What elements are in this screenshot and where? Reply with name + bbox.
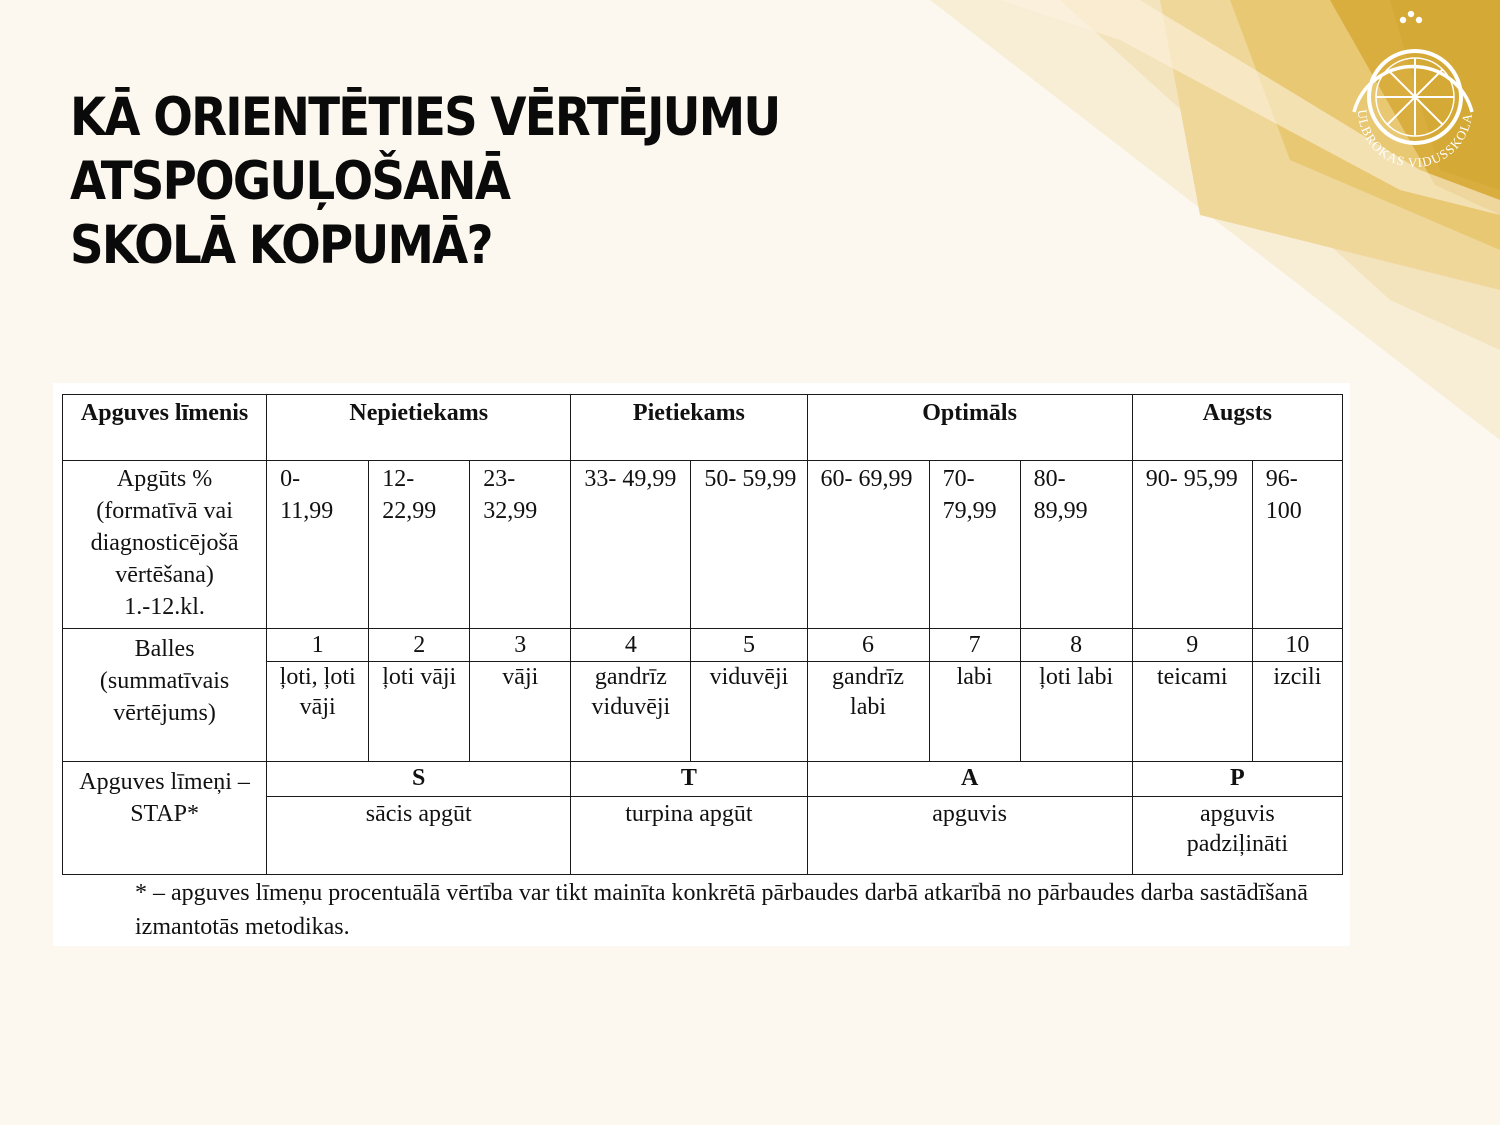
stap-description: apguvis <box>807 797 1132 875</box>
header-row <box>63 395 1343 461</box>
stap-description: apguvis padziļināti <box>1132 797 1342 875</box>
grade-number: 1 <box>267 629 369 662</box>
percent-cell: 60- 69,99 <box>807 461 929 629</box>
balles-row-label: Balles (summatīvais vērtējums) <box>63 629 267 762</box>
grade-description: vāji <box>470 662 571 762</box>
grade-description: labi <box>929 662 1020 762</box>
balles-number-row <box>63 629 1343 662</box>
slide-title <box>70 86 1152 278</box>
title-line-1: KĀ ORIENTĒTIES VĒRTĒJUMU ATSPOGUĻOŠANĀ <box>70 87 780 212</box>
school-logo <box>1346 10 1482 180</box>
stap-letter-row <box>63 762 1343 797</box>
grade-description: gandrīz viduvēji <box>571 662 691 762</box>
grade-description: ļoti vāji <box>369 662 470 762</box>
percent-cell: 12- 22,99 <box>369 461 470 629</box>
stap-description: turpina apgūt <box>571 797 807 875</box>
grade-description: viduvēji <box>691 662 807 762</box>
grade-number: 9 <box>1132 629 1252 662</box>
grade-number: 4 <box>571 629 691 662</box>
grade-number: 3 <box>470 629 571 662</box>
grade-number: 6 <box>807 629 929 662</box>
level-optimals: Optimāls <box>807 395 1132 461</box>
stap-letter-t: T <box>571 762 807 797</box>
percent-cell: 50- 59,99 <box>691 461 807 629</box>
stap-row-label: Apguves līmeņi – STAP* <box>63 762 267 875</box>
level-nepietiekams: Nepietiekams <box>267 395 571 461</box>
table-footnote: * – apguves līmeņu procentuālā vērtība var tikt mainīta konkrētā pārbaudes darbā atkarībā no pārbaudes darba sastādīšanā izmantotās metodikas. <box>135 880 1308 940</box>
stap-description: sācis apgūt <box>267 797 571 875</box>
stap-letter-p: P <box>1132 762 1342 797</box>
percent-cell: 96- 100 <box>1252 461 1342 629</box>
stap-letter-a: A <box>807 762 1132 797</box>
grade-number: 7 <box>929 629 1020 662</box>
percent-row <box>63 461 1343 629</box>
grading-table <box>62 394 1343 875</box>
percent-cell: 80- 89,99 <box>1020 461 1132 629</box>
percent-cell: 23- 32,99 <box>470 461 571 629</box>
grade-description: ļoti, ļoti vāji <box>267 662 369 762</box>
percent-row-label: Apgūts % (formatīvā vai diagnosticējošā vērtēšana) 1.-12.kl. <box>63 461 267 629</box>
stap-letter-s: S <box>267 762 571 797</box>
percent-cell: 90- 95,99 <box>1132 461 1252 629</box>
grade-description: izcili <box>1252 662 1342 762</box>
grade-number: 5 <box>691 629 807 662</box>
grade-description: ļoti labi <box>1020 662 1132 762</box>
logo-text: ULBROKAS VIDUSSKOLA <box>1354 108 1476 171</box>
grading-table-panel <box>53 383 1350 946</box>
grade-number: 8 <box>1020 629 1132 662</box>
level-pietiekams: Pietiekams <box>571 395 807 461</box>
percent-cell: 33- 49,99 <box>571 461 691 629</box>
grade-description: gandrīz labi <box>807 662 929 762</box>
grade-number: 2 <box>369 629 470 662</box>
grade-number: 10 <box>1252 629 1342 662</box>
percent-cell: 0- 11,99 <box>267 461 369 629</box>
title-line-2: SKOLĀ KOPUMĀ? <box>70 215 492 276</box>
grade-description: teicami <box>1132 662 1252 762</box>
level-augsts: Augsts <box>1132 395 1342 461</box>
header-row-label: Apguves līmenis <box>63 395 267 461</box>
percent-cell: 70- 79,99 <box>929 461 1020 629</box>
